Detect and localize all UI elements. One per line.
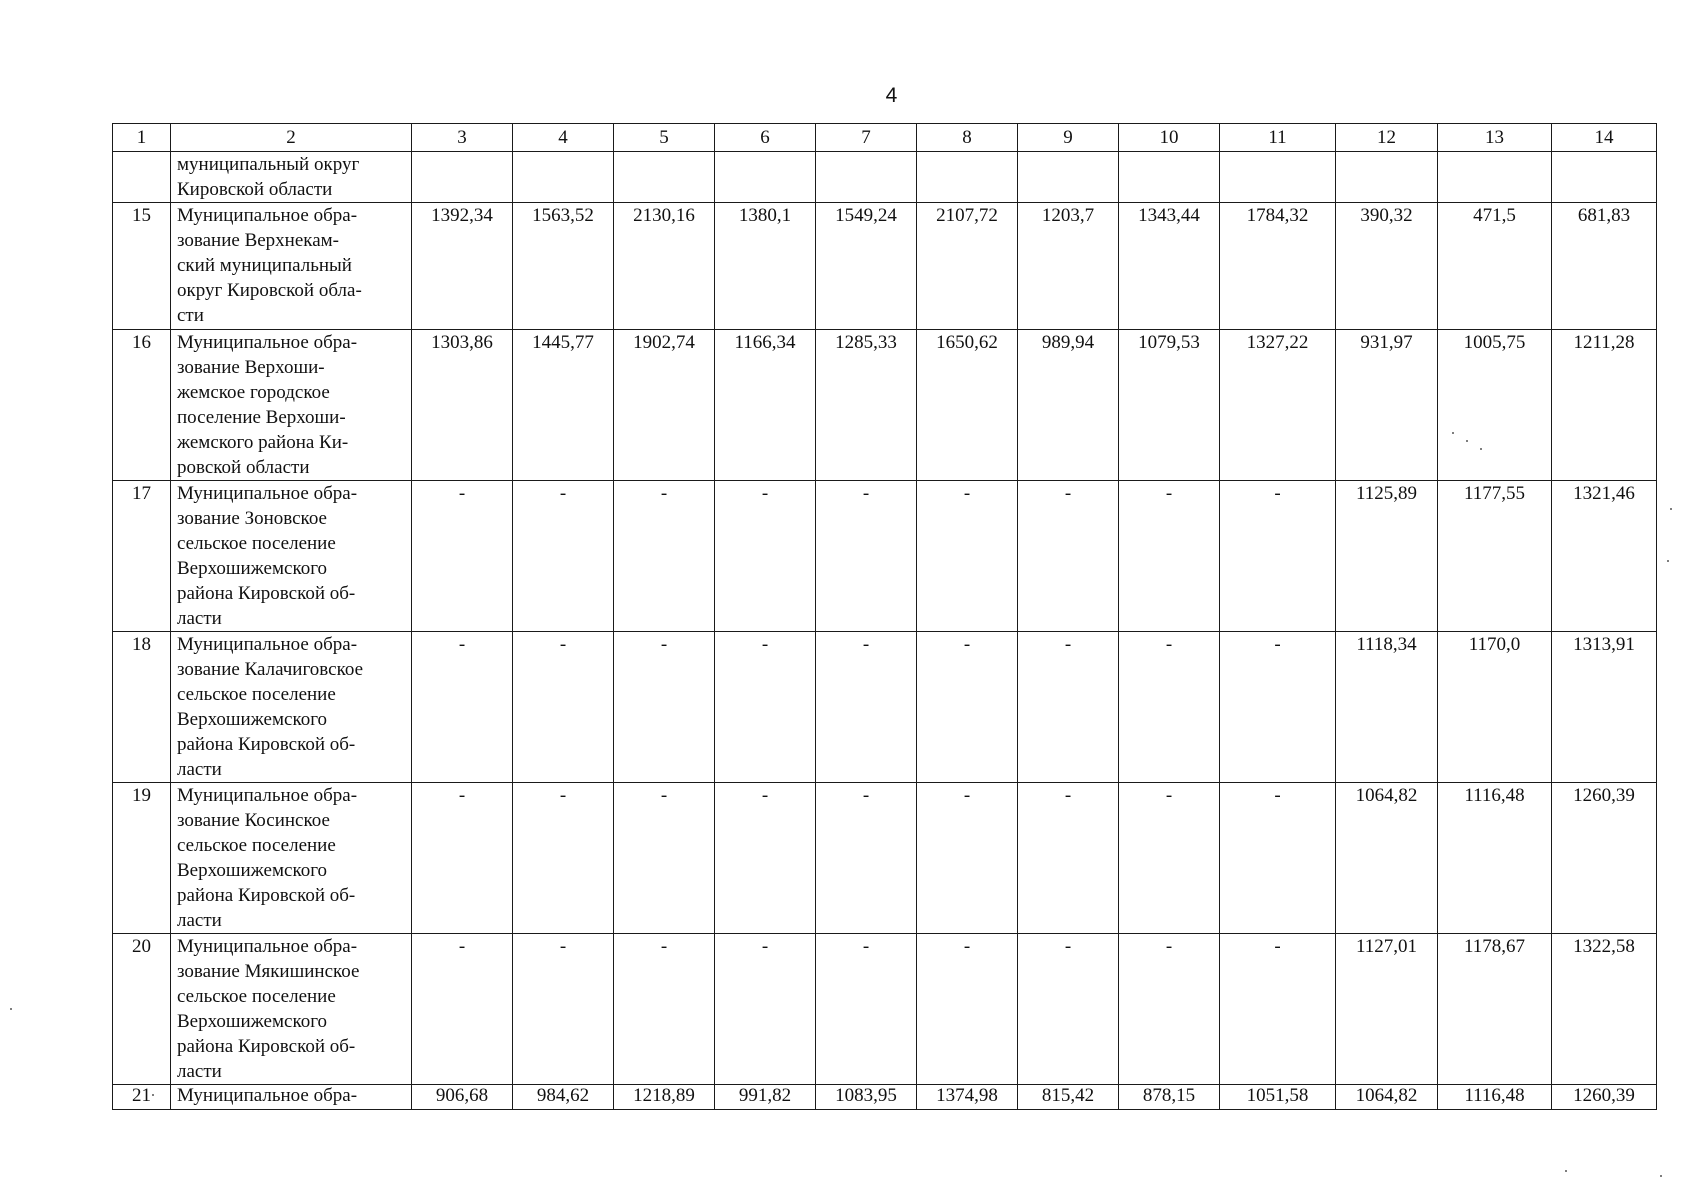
value-cell: 1083,95: [816, 1085, 917, 1110]
row-number-cell: 16: [113, 330, 171, 481]
row-number-cell: 21: [113, 1085, 171, 1110]
row-number-cell: 15: [113, 203, 171, 330]
value-cell: -: [1220, 783, 1336, 934]
value-cell: 1064,82: [1336, 1085, 1438, 1110]
page-number: 4: [885, 84, 898, 107]
value-cell: 1784,32: [1220, 203, 1336, 330]
column-header: 2: [171, 124, 412, 152]
value-cell: 1170,0: [1438, 632, 1552, 783]
value-cell: -: [614, 934, 715, 1085]
value-cell: 1650,62: [917, 330, 1018, 481]
column-header: 6: [715, 124, 816, 152]
value-cell: [1018, 152, 1119, 203]
column-header: 7: [816, 124, 917, 152]
value-cell: -: [1018, 934, 1119, 1085]
value-cell: -: [715, 632, 816, 783]
value-cell: -: [715, 481, 816, 632]
value-cell: 1116,48: [1438, 783, 1552, 934]
row-number-cell: 19: [113, 783, 171, 934]
value-cell: 681,83: [1552, 203, 1657, 330]
value-cell: -: [614, 481, 715, 632]
value-cell: [1438, 152, 1552, 203]
value-cell: -: [816, 934, 917, 1085]
value-cell: 906,68: [412, 1085, 513, 1110]
row-number-cell: 18: [113, 632, 171, 783]
value-cell: 1549,24: [816, 203, 917, 330]
value-cell: -: [513, 481, 614, 632]
value-cell: 1118,34: [1336, 632, 1438, 783]
value-cell: 2130,16: [614, 203, 715, 330]
value-cell: 1218,89: [614, 1085, 715, 1110]
municipality-name-cell: Муниципальное обра- зование Верхоши- жемское городское поселение Верхоши- жемского района Ки- ровской области: [171, 330, 412, 481]
value-cell: 1005,75: [1438, 330, 1552, 481]
table-row: [113, 934, 1657, 1085]
value-cell: [412, 152, 513, 203]
value-cell: -: [1018, 632, 1119, 783]
value-cell: -: [614, 783, 715, 934]
value-cell: 1445,77: [513, 330, 614, 481]
table-body: [113, 152, 1657, 1110]
table-row: [113, 203, 1657, 330]
row-number-cell: 17: [113, 481, 171, 632]
value-cell: 1203,7: [1018, 203, 1119, 330]
municipality-name-cell: Муниципальное обра- зование Калачиговское сельское поселение Верхошижемского района Кировской об- ласти: [171, 632, 412, 783]
value-cell: -: [1220, 632, 1336, 783]
value-cell: 989,94: [1018, 330, 1119, 481]
value-cell: 1064,82: [1336, 783, 1438, 934]
value-cell: 2107,72: [917, 203, 1018, 330]
value-cell: 1079,53: [1119, 330, 1220, 481]
value-cell: 1166,34: [715, 330, 816, 481]
value-cell: -: [917, 783, 1018, 934]
value-cell: -: [412, 934, 513, 1085]
value-cell: -: [513, 934, 614, 1085]
value-cell: -: [715, 934, 816, 1085]
value-cell: -: [412, 481, 513, 632]
column-header: 11: [1220, 124, 1336, 152]
column-header: 10: [1119, 124, 1220, 152]
column-header: 13: [1438, 124, 1552, 152]
municipality-name-cell: Муниципальное обра- зование Зоновское сельское поселение Верхошижемского района Кировской об- ласти: [171, 481, 412, 632]
value-cell: -: [1119, 783, 1220, 934]
value-cell: -: [917, 481, 1018, 632]
table-row: [113, 1085, 1657, 1110]
value-cell: -: [1119, 934, 1220, 1085]
value-cell: [614, 152, 715, 203]
column-header: 5: [614, 124, 715, 152]
value-cell: -: [1119, 481, 1220, 632]
value-cell: 1125,89: [1336, 481, 1438, 632]
value-cell: -: [1220, 934, 1336, 1085]
value-cell: 1380,1: [715, 203, 816, 330]
value-cell: 931,97: [1336, 330, 1438, 481]
value-cell: 1051,58: [1220, 1085, 1336, 1110]
municipality-name-cell: Муниципальное обра- зование Верхнекам- ский муниципальный округ Кировской обла- сти: [171, 203, 412, 330]
value-cell: 1327,22: [1220, 330, 1336, 481]
value-cell: -: [1018, 481, 1119, 632]
value-cell: 1127,01: [1336, 934, 1438, 1085]
value-cell: 815,42: [1018, 1085, 1119, 1110]
value-cell: -: [513, 632, 614, 783]
value-cell: 1260,39: [1552, 1085, 1657, 1110]
value-cell: -: [412, 783, 513, 934]
table-row: [113, 783, 1657, 934]
value-cell: -: [513, 783, 614, 934]
value-cell: [1220, 152, 1336, 203]
column-header: 1: [113, 124, 171, 152]
value-cell: 1392,34: [412, 203, 513, 330]
value-cell: 1343,44: [1119, 203, 1220, 330]
value-cell: 471,5: [1438, 203, 1552, 330]
value-cell: 1211,28: [1552, 330, 1657, 481]
column-header: 14: [1552, 124, 1657, 152]
value-cell: [1336, 152, 1438, 203]
value-cell: -: [917, 934, 1018, 1085]
value-cell: 878,15: [1119, 1085, 1220, 1110]
table-header: [113, 124, 1657, 152]
value-cell: 390,32: [1336, 203, 1438, 330]
header-row: [113, 124, 1657, 152]
value-cell: 1374,98: [917, 1085, 1018, 1110]
municipality-name-cell: Муниципальное обра- зование Мякишинское сельское поселение Верхошижемского района Кировской об- ласти: [171, 934, 412, 1085]
column-header: 8: [917, 124, 1018, 152]
value-cell: [715, 152, 816, 203]
value-cell: 1303,86: [412, 330, 513, 481]
value-cell: [513, 152, 614, 203]
value-cell: [1552, 152, 1657, 203]
column-header: 12: [1336, 124, 1438, 152]
value-cell: [816, 152, 917, 203]
value-cell: 1260,39: [1552, 783, 1657, 934]
value-cell: -: [1018, 783, 1119, 934]
value-cell: -: [816, 783, 917, 934]
value-cell: 984,62: [513, 1085, 614, 1110]
value-cell: -: [1220, 481, 1336, 632]
table-row: [113, 632, 1657, 783]
value-cell: -: [816, 481, 917, 632]
value-cell: 1116,48: [1438, 1085, 1552, 1110]
table-row: [113, 481, 1657, 632]
value-cell: [917, 152, 1018, 203]
row-number-cell: [113, 152, 171, 203]
tariff-table: [112, 123, 1657, 1110]
value-cell: 1177,55: [1438, 481, 1552, 632]
value-cell: -: [614, 632, 715, 783]
table-row: [113, 152, 1657, 203]
value-cell: 1321,46: [1552, 481, 1657, 632]
column-header: 3: [412, 124, 513, 152]
value-cell: -: [412, 632, 513, 783]
value-cell: [1119, 152, 1220, 203]
column-header: 4: [513, 124, 614, 152]
table-row: [113, 330, 1657, 481]
value-cell: -: [715, 783, 816, 934]
column-header: 9: [1018, 124, 1119, 152]
value-cell: 1563,52: [513, 203, 614, 330]
value-cell: 1313,91: [1552, 632, 1657, 783]
value-cell: 991,82: [715, 1085, 816, 1110]
value-cell: -: [917, 632, 1018, 783]
value-cell: 1285,33: [816, 330, 917, 481]
municipality-name-cell: Муниципальное обра- зование Косинское сельское поселение Верхошижемского района Кировской об- ласти: [171, 783, 412, 934]
value-cell: 1902,74: [614, 330, 715, 481]
municipality-name-cell: Муниципальное обра-: [171, 1085, 412, 1110]
value-cell: 1322,58: [1552, 934, 1657, 1085]
value-cell: -: [1119, 632, 1220, 783]
municipality-name-cell: муниципальный округ Кировской области: [171, 152, 412, 203]
row-number-cell: 20: [113, 934, 171, 1085]
value-cell: 1178,67: [1438, 934, 1552, 1085]
value-cell: -: [816, 632, 917, 783]
